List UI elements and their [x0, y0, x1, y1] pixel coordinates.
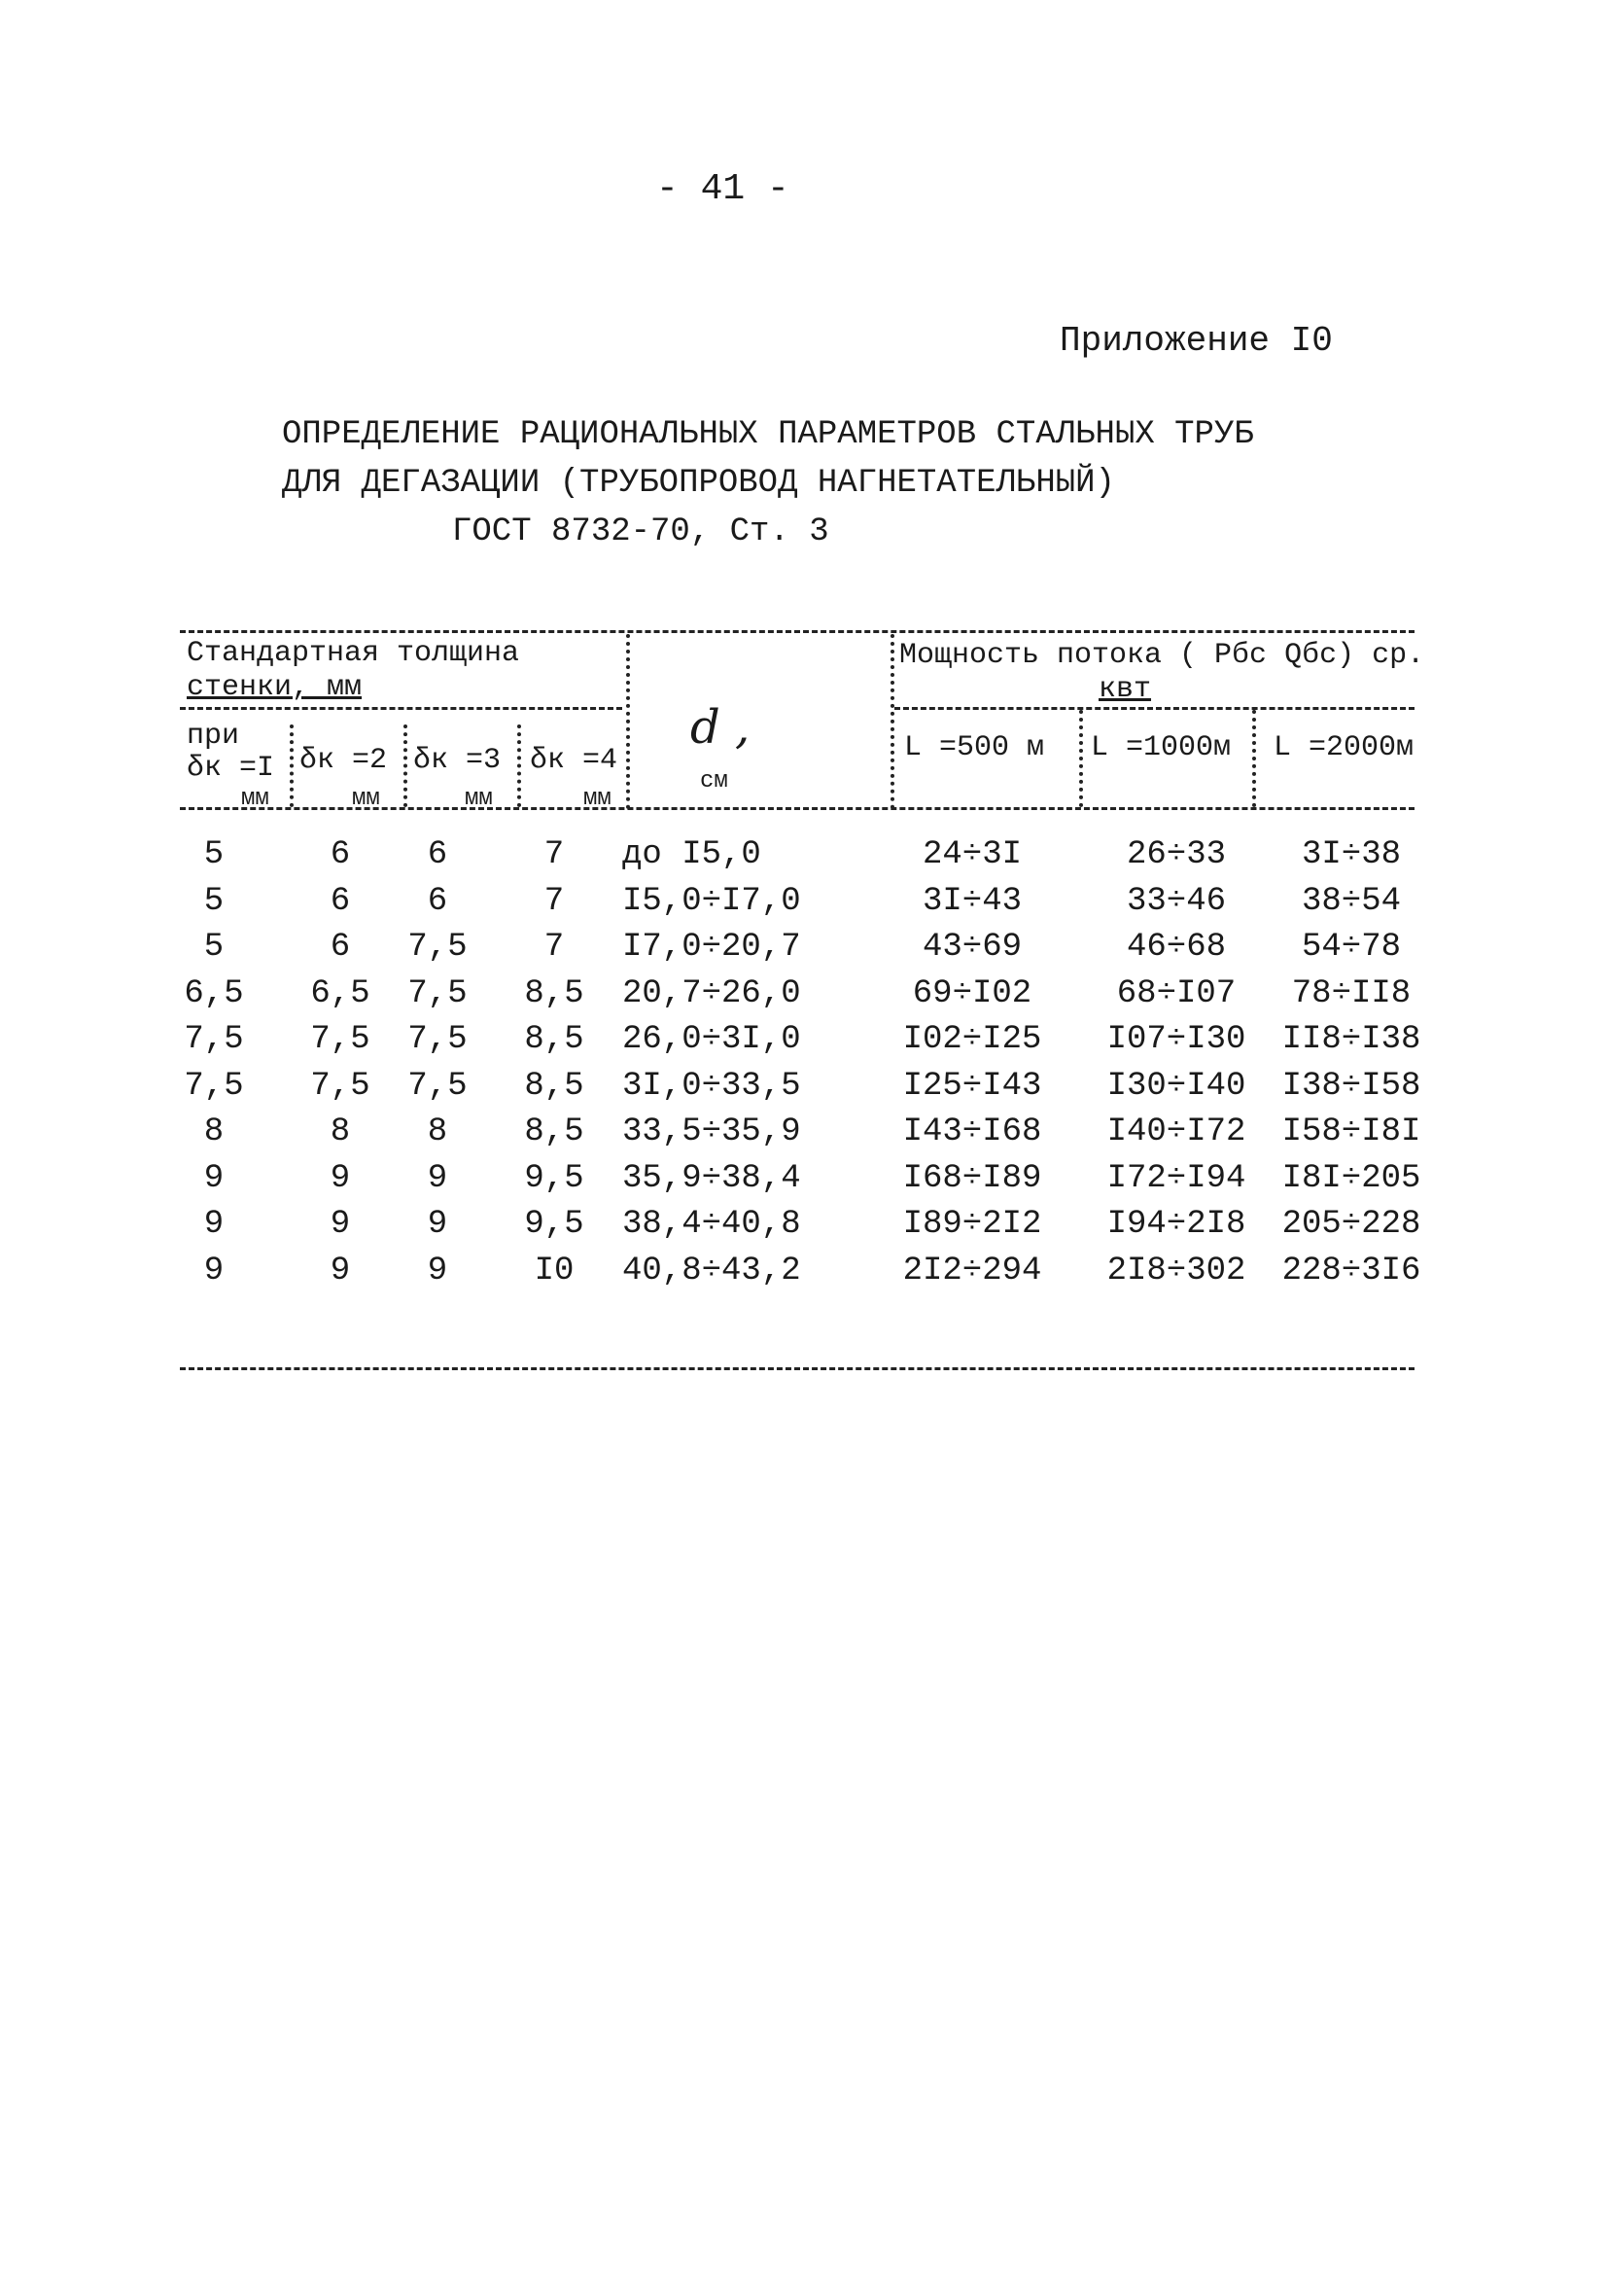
header-unit-s1: мм [241, 786, 269, 812]
divider-s3-s4 [517, 724, 521, 807]
cell-s2: 9 [330, 1252, 351, 1289]
header-diameter-unit: см [700, 768, 728, 795]
cell-s1: 5 [203, 882, 225, 920]
cell-diameter-range: 20,7÷26,0 [622, 974, 801, 1012]
document-title-line-2: ДЛЯ ДЕГАЗАЦИИ (ТРУБОПРОВОД НАГНЕТАТЕЛЬНЫЙ) [282, 465, 1115, 502]
cell-s4: 8,5 [524, 1021, 584, 1058]
cell-s1: 5 [203, 836, 225, 873]
header-col-s3: δк =3 [413, 744, 502, 777]
cell-s3: 9 [427, 1206, 448, 1243]
cell-power-l1000: I94÷2I8 [1106, 1206, 1246, 1243]
cell-s2: 7,5 [310, 1021, 370, 1058]
header-power-group: Мощность потока ( Pбс Qбс) ср. [899, 639, 1425, 672]
cell-s2: 6 [330, 929, 351, 966]
cell-diameter-range: 3I,0÷33,5 [622, 1067, 801, 1105]
page-number: - 41 - [656, 168, 789, 210]
cell-power-l500: 24÷3I [922, 836, 1023, 873]
cell-s2: 7,5 [310, 1067, 370, 1105]
cell-s3: 7,5 [407, 1021, 468, 1058]
cell-s2: 6 [330, 836, 351, 873]
header-col-l500: L =500 м [904, 731, 1045, 764]
cell-s3: 9 [427, 1159, 448, 1197]
cell-s3: 7,5 [407, 929, 468, 966]
cell-s4: 8,5 [524, 1113, 584, 1150]
cell-power-l500: 69÷I02 [912, 974, 1032, 1012]
header-unit-s2: мм [352, 786, 380, 812]
cell-power-l1000: 2I8÷302 [1106, 1252, 1246, 1289]
cell-s4: 9,5 [524, 1159, 584, 1197]
cell-diameter-range: 40,8÷43,2 [622, 1252, 801, 1289]
cell-power-l2000: 78÷II8 [1291, 974, 1412, 1012]
document-title-line-3: ГОСТ 8732-70, Ст. 3 [452, 513, 829, 550]
header-thickness-group: Стандартная толщина [187, 637, 520, 670]
cell-s3: 7,5 [407, 974, 468, 1012]
document-title-line-1: ОПРЕДЕЛЕНИЕ РАЦИОНАЛЬНЫХ ПАРАМЕТРОВ СТАЛЬНЫХ ТРУБ [282, 416, 1254, 453]
cell-power-l2000: 205÷228 [1281, 1206, 1421, 1243]
table-bottom-rule [180, 1367, 1415, 1370]
header-col-s2: δк =2 [299, 744, 388, 777]
cell-power-l2000: II8÷I38 [1281, 1021, 1421, 1058]
cell-s4: 8,5 [524, 1067, 584, 1105]
cell-s4: 7 [543, 836, 565, 873]
cell-power-l2000: I38÷I58 [1281, 1067, 1421, 1105]
cell-s4: 8,5 [524, 974, 584, 1012]
cell-power-l1000: 26÷33 [1126, 836, 1227, 873]
header-diameter: d , [690, 700, 751, 755]
cell-power-l2000: 38÷54 [1301, 882, 1402, 920]
header-pri: при [187, 720, 240, 753]
thickness-group-rule [180, 707, 622, 710]
cell-diameter-range: 33,5÷35,9 [622, 1113, 801, 1150]
header-col-s1: δк =I [187, 752, 275, 785]
cell-s1: 6,5 [184, 974, 244, 1012]
cell-s4: 7 [543, 929, 565, 966]
cell-power-l500: I02÷I25 [902, 1021, 1042, 1058]
header-col-l2000: L =2000м [1274, 731, 1415, 764]
cell-power-l500: I25÷I43 [902, 1067, 1042, 1105]
divider-d-right [891, 634, 894, 809]
cell-diameter-range: 38,4÷40,8 [622, 1206, 801, 1243]
cell-diameter-range: I5,0÷I7,0 [622, 882, 801, 920]
cell-power-l500: 3I÷43 [922, 882, 1023, 920]
cell-power-l2000: 228÷3I6 [1281, 1252, 1421, 1289]
divider-d-left [626, 634, 630, 809]
cell-s2: 9 [330, 1159, 351, 1197]
divider-s1-s2 [290, 724, 294, 807]
cell-s4: 7 [543, 882, 565, 920]
cell-s1: 9 [203, 1252, 225, 1289]
divider-l1000-l2000 [1252, 710, 1256, 807]
header-col-s4: δк =4 [530, 744, 618, 777]
divider-l500-l1000 [1079, 710, 1083, 807]
cell-s2: 6,5 [310, 974, 370, 1012]
header-col-l1000: L =1000м [1091, 731, 1232, 764]
cell-s1: 9 [203, 1206, 225, 1243]
cell-s4: I0 [534, 1252, 575, 1289]
cell-power-l2000: 54÷78 [1301, 929, 1402, 966]
cell-s1: 7,5 [184, 1021, 244, 1058]
cell-s1: 7,5 [184, 1067, 244, 1105]
cell-power-l1000: I40÷I72 [1106, 1113, 1246, 1150]
cell-s3: 8 [427, 1113, 448, 1150]
cell-power-l1000: I07÷I30 [1106, 1021, 1246, 1058]
cell-s2: 6 [330, 882, 351, 920]
cell-power-l500: 43÷69 [922, 929, 1023, 966]
cell-diameter-range: I7,0÷20,7 [622, 929, 801, 966]
header-power-unit: квт [1099, 673, 1152, 706]
cell-s2: 8 [330, 1113, 351, 1150]
cell-power-l2000: I58÷I8I [1281, 1113, 1421, 1150]
cell-diameter-range: 26,0÷3I,0 [622, 1021, 801, 1058]
cell-power-l500: I89÷2I2 [902, 1206, 1042, 1243]
cell-power-l2000: I8I÷205 [1281, 1159, 1421, 1197]
cell-s4: 9,5 [524, 1206, 584, 1243]
cell-power-l2000: 3I÷38 [1301, 836, 1402, 873]
cell-s3: 7,5 [407, 1067, 468, 1105]
cell-diameter-range: до I5,0 [622, 836, 761, 873]
cell-s1: 8 [203, 1113, 225, 1150]
cell-power-l500: I43÷I68 [902, 1113, 1042, 1150]
cell-power-l500: I68÷I89 [902, 1159, 1042, 1197]
header-unit-s3: мм [465, 786, 493, 812]
cell-power-l1000: 46÷68 [1126, 929, 1227, 966]
table-top-rule [180, 630, 1415, 633]
cell-diameter-range: 35,9÷38,4 [622, 1159, 801, 1197]
cell-power-l500: 2I2÷294 [902, 1252, 1042, 1289]
cell-s3: 6 [427, 836, 448, 873]
cell-power-l1000: I30÷I40 [1106, 1067, 1246, 1105]
header-thickness-unit: стенки, мм [187, 671, 363, 704]
divider-s2-s3 [403, 724, 407, 807]
cell-s3: 9 [427, 1252, 448, 1289]
cell-s3: 6 [427, 882, 448, 920]
cell-s1: 5 [203, 929, 225, 966]
cell-power-l1000: 33÷46 [1126, 882, 1227, 920]
power-group-rule [894, 707, 1415, 710]
appendix-label: Приложение I0 [1060, 321, 1333, 361]
cell-power-l1000: I72÷I94 [1106, 1159, 1246, 1197]
cell-power-l1000: 68÷I07 [1116, 974, 1237, 1012]
cell-s1: 9 [203, 1159, 225, 1197]
header-unit-s4: мм [583, 786, 611, 812]
cell-s2: 9 [330, 1206, 351, 1243]
